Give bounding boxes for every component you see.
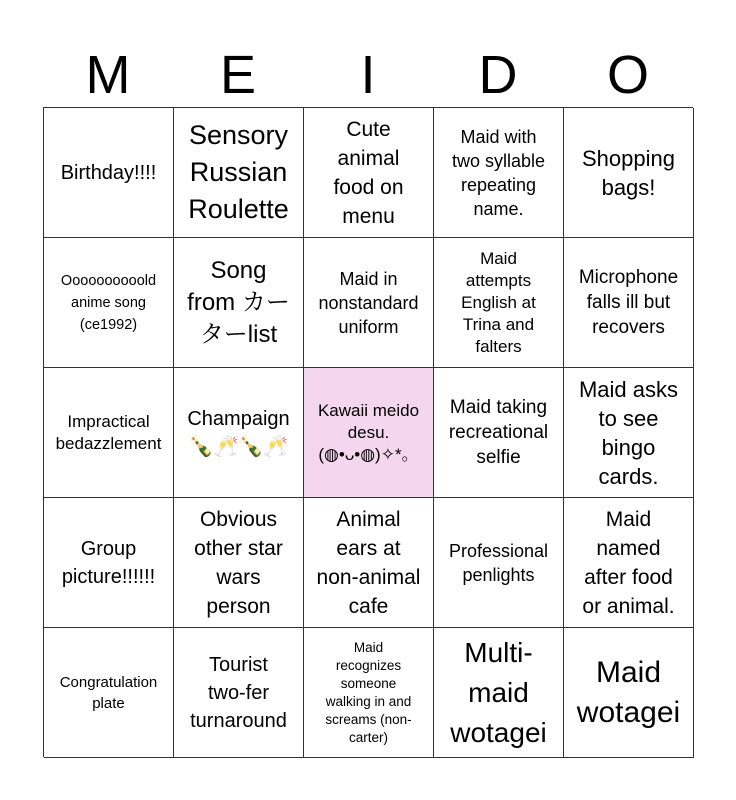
bingo-cell-r3c1[interactable] [44, 368, 174, 498]
cell-text: Microphone falls ill but recovers [578, 267, 679, 338]
bingo-cell-r2c4[interactable] [434, 238, 564, 368]
bingo-cell-r5c3[interactable] [304, 628, 434, 758]
cell-text: Maid taking recreational selfie [448, 397, 549, 468]
cell-text: Oooooooooold anime song (ce1992) [60, 272, 157, 333]
bingo-cell-r5c5[interactable] [564, 628, 694, 758]
cell-text: Song from カー ターlist [187, 256, 290, 348]
bingo-cell-r4c4[interactable] [434, 498, 564, 628]
cell-text: Cute animal food on menu [333, 117, 404, 228]
header-letter-o: O [606, 45, 649, 105]
bingo-cell-r5c1[interactable] [44, 628, 174, 758]
bingo-cell-r5c2[interactable] [174, 628, 304, 758]
bingo-cell-r2c2[interactable] [174, 238, 304, 368]
cell-text: Group picture!!!!!! [61, 537, 156, 588]
bingo-cell-r1c5[interactable] [564, 108, 694, 238]
header-letter-i: I [360, 45, 376, 105]
cell-text: Maid in nonstandard uniform [318, 268, 419, 337]
bingo-cell-r3c4[interactable] [434, 368, 564, 498]
bingo-cell-r2c1[interactable] [44, 238, 174, 368]
bingo-cell-r4c3[interactable] [304, 498, 434, 628]
bingo-cell-r2c3[interactable] [304, 238, 434, 368]
cell-text: Shopping bags! [582, 145, 675, 200]
header-letter-m: M [85, 45, 131, 105]
cell-text: Maid attempts English at Trina and falters [461, 248, 536, 356]
bingo-board [43, 107, 693, 757]
header-letter-d: D [478, 45, 518, 105]
bingo-header [43, 44, 693, 106]
bingo-cell-free[interactable] [304, 368, 434, 498]
cell-text: Maid wotagei [576, 655, 681, 729]
cell-text: Obvious other star wars person [194, 507, 283, 618]
cell-text: Impractical bedazzlement [55, 411, 162, 453]
cell-text: Animal ears at non-animal cafe [316, 507, 421, 618]
bingo-cell-r1c1[interactable] [44, 108, 174, 238]
bingo-cell-r5c4[interactable] [434, 628, 564, 758]
cell-text: Congratulation plate [59, 673, 158, 712]
bingo-cell-r4c5[interactable] [564, 498, 694, 628]
cell-text: Maid named after food or animal. [582, 507, 675, 618]
cell-text: Multi- maid wotagei [450, 636, 547, 748]
bingo-cell-r1c4[interactable] [434, 108, 564, 238]
bingo-cell-r3c5[interactable] [564, 368, 694, 498]
bingo-cell-r3c2[interactable] [174, 368, 304, 498]
bingo-cell-r2c5[interactable] [564, 238, 694, 368]
cell-text: Maid with two syllable repeating name. [451, 126, 546, 219]
bingo-cell-r4c1[interactable] [44, 498, 174, 628]
cell-text: Champaign 🍾🥂🍾🥂 [187, 407, 290, 458]
cell-text: Tourist two-fer turnaround [190, 653, 287, 732]
header-letter-e: E [219, 45, 257, 105]
cell-text: Kawaii meido desu. (◍•ᴗ•◍)✧*。 [317, 400, 420, 464]
cell-text: Sensory Russian Roulette [188, 120, 289, 224]
bingo-cell-r1c2[interactable] [174, 108, 304, 238]
cell-text: Birthday!!!! [60, 161, 157, 184]
cell-text: Maid recognizes someone walking in and screams (non- carter) [325, 639, 412, 745]
bingo-cell-r1c3[interactable] [304, 108, 434, 238]
cell-text: Maid asks to see bingo cards. [578, 376, 679, 489]
cell-text: Professional penlights [448, 540, 549, 585]
bingo-cell-r4c2[interactable] [174, 498, 304, 628]
